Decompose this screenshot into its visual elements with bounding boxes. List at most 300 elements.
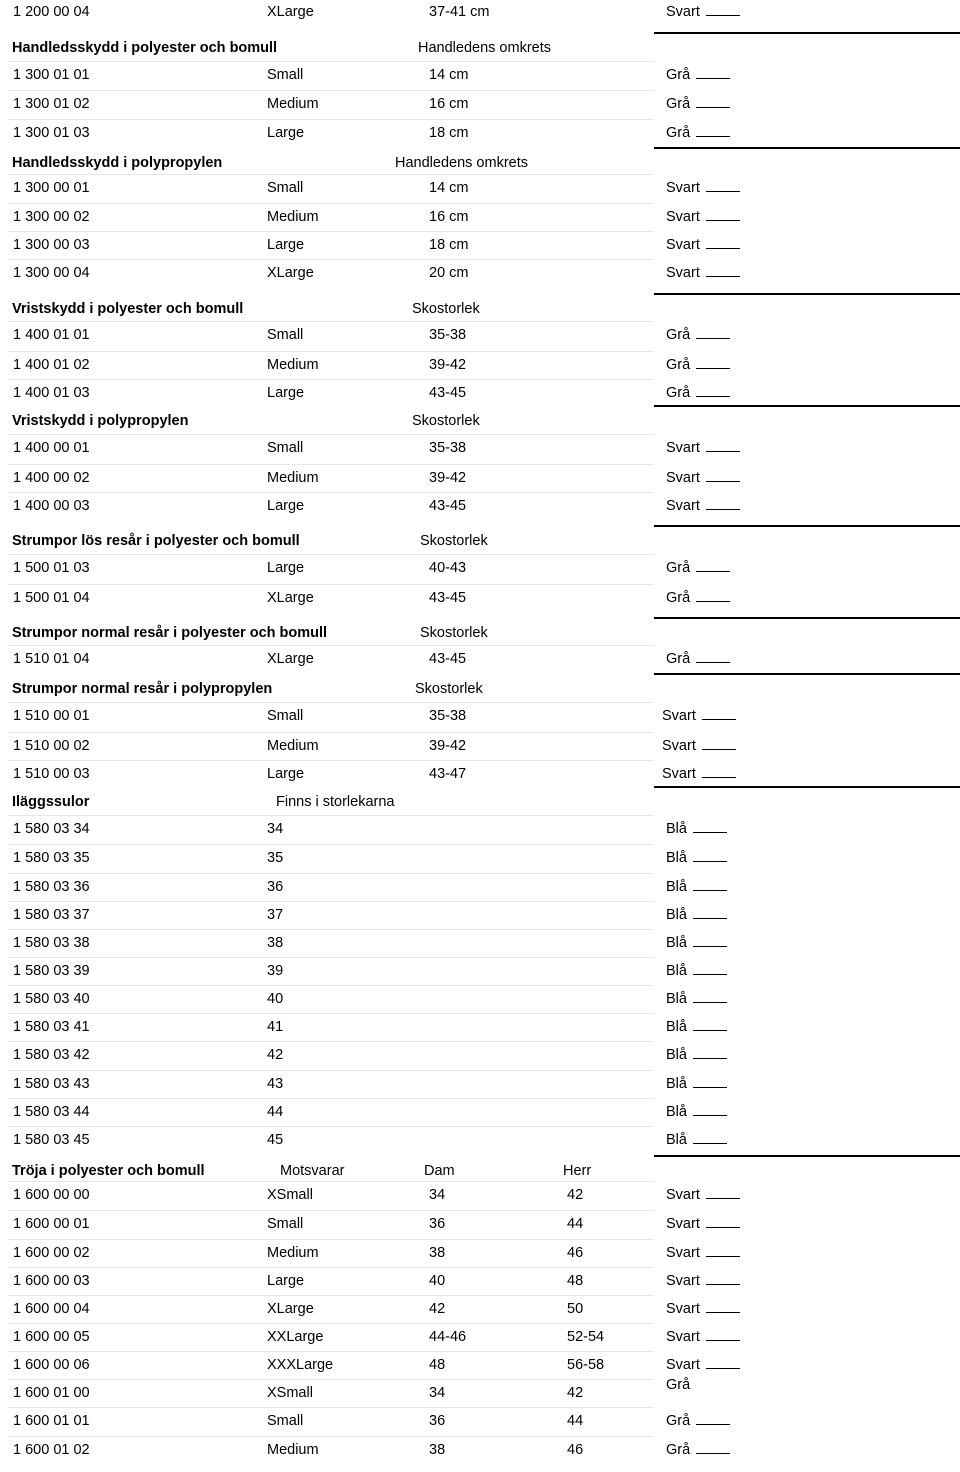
section-title: Strumpor normal resår i polyester och bomull	[12, 625, 328, 641]
table-row	[0, 94, 960, 114]
row-separator	[8, 61, 653, 62]
row-separator	[8, 702, 653, 703]
table-row	[0, 325, 960, 345]
table-row	[0, 1102, 960, 1122]
color-text: Grå	[666, 590, 691, 606]
color	[666, 1299, 740, 1319]
measure: 39-42	[429, 357, 467, 373]
fill-in-blank[interactable]	[706, 235, 740, 249]
article-number: 1 500 01 03	[13, 560, 90, 576]
color-text: Grå	[666, 67, 691, 83]
table-row	[0, 65, 960, 85]
fill-in-blank[interactable]	[706, 1214, 740, 1228]
color-text: Svart	[666, 1216, 700, 1232]
color	[666, 1130, 727, 1150]
fill-in-blank[interactable]	[706, 263, 740, 277]
color	[666, 819, 727, 839]
size: XLarge	[267, 590, 314, 606]
table-row	[0, 1383, 960, 1403]
color-text: Blå	[666, 963, 687, 979]
size: Small	[267, 708, 304, 724]
article-number: 1 600 00 05	[13, 1329, 90, 1345]
fill-in-blank[interactable]	[706, 1299, 740, 1313]
color-text: Blå	[666, 1132, 687, 1148]
article-number: 1 300 00 01	[13, 180, 90, 196]
size: 36	[267, 879, 284, 895]
row-separator	[8, 1295, 653, 1296]
row-separator	[8, 732, 653, 733]
fill-in-blank[interactable]	[696, 94, 730, 108]
article-number: 1 600 00 06	[13, 1357, 90, 1373]
section-title: Handledsskydd i polyester och bomull	[12, 40, 278, 56]
table-row	[0, 588, 960, 608]
article-number: 1 400 01 02	[13, 357, 90, 373]
article-number: 1 600 00 00	[13, 1187, 90, 1203]
article-number: 1 400 00 01	[13, 440, 90, 456]
article-number: 1 580 03 43	[13, 1076, 90, 1092]
size: 42	[267, 1047, 284, 1063]
row-separator	[8, 1210, 653, 1211]
table-row	[0, 468, 960, 488]
color	[666, 961, 727, 981]
fill-in-blank[interactable]	[693, 848, 727, 862]
size: 45	[267, 1132, 284, 1148]
fill-in-blank[interactable]	[706, 438, 740, 452]
dam-size: 36	[429, 1413, 446, 1429]
fill-in-blank[interactable]	[696, 649, 730, 663]
section-header	[0, 679, 960, 699]
fill-in-blank[interactable]	[706, 1355, 740, 1369]
table-row	[0, 178, 960, 198]
color-text: Svart	[666, 440, 700, 456]
color-text: Grå	[666, 96, 691, 112]
measure: 35-38	[429, 708, 467, 724]
section-header	[0, 38, 960, 58]
column-heading: Skostorlek	[412, 413, 480, 429]
article-number: 1 580 03 36	[13, 879, 90, 895]
table-row	[0, 496, 960, 516]
row-separator	[8, 1098, 653, 1099]
row-separator	[8, 1013, 653, 1014]
color-text: Grå	[666, 560, 691, 576]
section-title: Iläggssulor	[12, 794, 90, 810]
color-text: Grå	[666, 357, 691, 373]
color-text: Blå	[666, 1104, 687, 1120]
section-header	[0, 623, 960, 643]
section-header	[0, 531, 960, 551]
row-separator	[8, 203, 653, 204]
table-row	[0, 123, 960, 143]
color	[666, 1045, 727, 1065]
color	[666, 496, 740, 516]
column-heading: Herr	[563, 1163, 592, 1179]
fill-in-blank[interactable]	[702, 706, 736, 720]
color	[666, 1074, 727, 1094]
color-text: Blå	[666, 907, 687, 923]
color-text: Svart	[666, 1273, 700, 1289]
fill-in-blank[interactable]	[706, 178, 740, 192]
fill-in-blank[interactable]	[696, 588, 730, 602]
measure: 43-45	[429, 651, 467, 667]
article-number: 1 400 00 02	[13, 470, 90, 486]
article-number: 1 300 00 03	[13, 237, 90, 253]
color-text: Svart	[666, 1187, 700, 1203]
color	[666, 325, 730, 345]
table-row	[0, 1327, 960, 1347]
column-heading: Dam	[424, 1163, 455, 1179]
size: Small	[267, 67, 304, 83]
article-number: 1 400 00 03	[13, 498, 90, 514]
color-text: Svart	[666, 4, 700, 20]
size: XXXLarge	[267, 1357, 334, 1373]
row-separator	[8, 929, 653, 930]
table-row	[0, 1299, 960, 1319]
size: Medium	[267, 209, 319, 225]
fill-in-blank[interactable]	[696, 65, 730, 79]
section-header	[0, 411, 960, 431]
measure: 43-45	[429, 385, 467, 401]
size: Large	[267, 1273, 305, 1289]
column-heading: Skostorlek	[415, 681, 483, 697]
size: 41	[267, 1019, 284, 1035]
color-text: Svart	[662, 708, 696, 724]
color	[666, 438, 740, 458]
row-separator	[8, 1267, 653, 1268]
measure: 16 cm	[429, 96, 469, 112]
section-rule	[654, 525, 960, 527]
color	[662, 764, 736, 784]
column-heading: Finns i storlekarna	[276, 794, 395, 810]
size: Large	[267, 237, 305, 253]
fill-in-blank[interactable]	[696, 1440, 730, 1454]
measure: 14 cm	[429, 67, 469, 83]
row-separator	[8, 584, 653, 585]
size: 39	[267, 963, 284, 979]
article-number: 1 510 00 02	[13, 738, 90, 754]
section-rule	[654, 405, 960, 407]
color-text: Svart	[666, 265, 700, 281]
section-rule	[654, 32, 960, 34]
measure: 35-38	[429, 440, 467, 456]
fill-in-blank[interactable]	[702, 764, 736, 778]
article-number: 1 600 00 04	[13, 1301, 90, 1317]
color-text: Svart	[666, 209, 700, 225]
size: XSmall	[267, 1385, 313, 1401]
table-row	[0, 1243, 960, 1263]
size: XLarge	[267, 651, 314, 667]
color	[666, 468, 740, 488]
row-separator	[8, 1436, 653, 1437]
fill-in-blank[interactable]	[696, 325, 730, 339]
measure: 39-42	[429, 470, 467, 486]
color	[666, 1327, 740, 1347]
row-separator	[8, 434, 653, 435]
color	[666, 383, 730, 403]
color-text: Svart	[666, 237, 700, 253]
fill-in-blank[interactable]	[693, 1017, 727, 1031]
color-text: Svart	[666, 470, 700, 486]
size: Large	[267, 498, 305, 514]
dam-size: 48	[429, 1357, 446, 1373]
row-separator	[8, 815, 653, 816]
measure: 18 cm	[429, 125, 469, 141]
article-number: 1 600 01 00	[13, 1385, 90, 1401]
fill-in-blank[interactable]	[706, 2, 740, 16]
color	[666, 1440, 730, 1460]
dam-size: 40	[429, 1273, 446, 1289]
column-heading: Motsvarar	[280, 1163, 345, 1179]
row-separator	[8, 1181, 653, 1182]
size: XLarge	[267, 1301, 314, 1317]
herr-size: 48	[567, 1273, 584, 1289]
color-text: Blå	[666, 935, 687, 951]
table-row	[0, 1074, 960, 1094]
table-row	[0, 558, 960, 578]
table-row	[0, 877, 960, 897]
article-number: 1 580 03 42	[13, 1047, 90, 1063]
fill-in-blank[interactable]	[696, 123, 730, 137]
article-number: 1 600 00 01	[13, 1216, 90, 1232]
color-text: Grå	[666, 651, 691, 667]
column-heading: Handledens omkrets	[395, 155, 528, 171]
color	[666, 178, 740, 198]
fill-in-blank[interactable]	[693, 877, 727, 891]
article-number: 1 300 01 01	[13, 67, 90, 83]
article-number: 1 580 03 37	[13, 907, 90, 923]
article-number: 1 580 03 40	[13, 991, 90, 1007]
fill-in-blank[interactable]	[693, 989, 727, 1003]
table-row	[0, 961, 960, 981]
section-title: Strumpor normal resår i polypropylen	[12, 681, 273, 697]
measure: 43-45	[429, 498, 467, 514]
color-text: Grå	[666, 1413, 691, 1429]
color	[666, 1017, 727, 1037]
row-separator	[8, 1407, 653, 1408]
color-text: Svart	[662, 738, 696, 754]
row-separator	[8, 1379, 653, 1380]
section-title: Vristskydd i polyester och bomull	[12, 301, 244, 317]
size: Large	[267, 560, 305, 576]
table-row	[0, 1411, 960, 1431]
size: Medium	[267, 738, 319, 754]
color-text: Blå	[666, 1047, 687, 1063]
row-separator	[8, 760, 653, 761]
dam-size: 36	[429, 1216, 446, 1232]
herr-size: 52-54	[567, 1329, 605, 1345]
fill-in-blank[interactable]	[693, 933, 727, 947]
color	[666, 1185, 740, 1205]
color	[666, 558, 730, 578]
color-text: Svart	[666, 180, 700, 196]
size: 34	[267, 821, 284, 837]
dam-size: 34	[429, 1385, 446, 1401]
fill-in-blank[interactable]	[706, 496, 740, 510]
article-number: 1 300 00 04	[13, 265, 90, 281]
size: Medium	[267, 1442, 319, 1458]
color	[666, 2, 740, 22]
table-row	[0, 649, 960, 669]
herr-size: 44	[567, 1413, 584, 1429]
dam-size: 44-46	[429, 1329, 467, 1345]
color-extra: Grå	[666, 1377, 691, 1393]
article-number: 1 510 01 04	[13, 651, 90, 667]
section-title: Strumpor lös resår i polyester och bomull	[12, 533, 300, 549]
article-number: 1 300 01 03	[13, 125, 90, 141]
color-text: Svart	[666, 498, 700, 514]
row-separator	[8, 1126, 653, 1127]
article-number: 1 510 00 01	[13, 708, 90, 724]
section-header	[0, 1161, 960, 1181]
measure: 43-45	[429, 590, 467, 606]
table-row	[0, 736, 960, 756]
fill-in-blank[interactable]	[696, 558, 730, 572]
column-heading: Skostorlek	[420, 625, 488, 641]
table-row	[0, 819, 960, 839]
row-separator	[8, 1239, 653, 1240]
fill-in-blank[interactable]	[706, 1271, 740, 1285]
color	[666, 649, 730, 669]
section-rule	[654, 1155, 960, 1157]
size: Small	[267, 180, 304, 196]
article-number: 1 200 00 04	[13, 4, 90, 20]
fill-in-blank[interactable]	[693, 961, 727, 975]
herr-size: 50	[567, 1301, 584, 1317]
row-separator	[8, 957, 653, 958]
color-text: Grå	[666, 385, 691, 401]
color-text: Svart	[666, 1329, 700, 1345]
herr-size: 42	[567, 1187, 584, 1203]
size: 37	[267, 907, 284, 923]
color	[666, 65, 730, 85]
size: XSmall	[267, 1187, 313, 1203]
color-text: Blå	[666, 879, 687, 895]
table-row	[0, 383, 960, 403]
row-separator	[8, 873, 653, 874]
fill-in-blank[interactable]	[693, 1102, 727, 1116]
row-separator	[8, 464, 653, 465]
section-rule	[654, 293, 960, 295]
table-row	[0, 1440, 960, 1460]
color-text: Blå	[666, 1076, 687, 1092]
color	[666, 1214, 740, 1234]
dam-size: 38	[429, 1442, 446, 1458]
color	[666, 123, 730, 143]
color-text: Blå	[666, 991, 687, 1007]
size: Small	[267, 1413, 304, 1429]
section-rule	[654, 786, 960, 788]
color	[666, 905, 727, 925]
color-text: Grå	[666, 327, 691, 343]
fill-in-blank[interactable]	[693, 1074, 727, 1088]
article-number: 1 580 03 41	[13, 1019, 90, 1035]
color	[666, 1271, 740, 1291]
table-row	[0, 933, 960, 953]
article-number: 1 580 03 35	[13, 850, 90, 866]
fill-in-blank[interactable]	[693, 1130, 727, 1144]
dam-size: 38	[429, 1245, 446, 1261]
article-number: 1 580 03 38	[13, 935, 90, 951]
measure: 43-47	[429, 766, 467, 782]
size: Small	[267, 327, 304, 343]
row-separator	[8, 554, 653, 555]
fill-in-blank[interactable]	[693, 1045, 727, 1059]
article-number: 1 580 03 39	[13, 963, 90, 979]
fill-in-blank[interactable]	[706, 468, 740, 482]
table-row	[0, 2, 960, 22]
size: 44	[267, 1104, 284, 1120]
table-row	[0, 263, 960, 283]
section-rule	[654, 617, 960, 619]
section-header	[0, 153, 960, 173]
section-title: Tröja i polyester och bomull	[12, 1163, 205, 1179]
size: 40	[267, 991, 284, 1007]
fill-in-blank[interactable]	[696, 355, 730, 369]
fill-in-blank[interactable]	[696, 383, 730, 397]
color	[666, 933, 727, 953]
fill-in-blank[interactable]	[706, 207, 740, 221]
table-row	[0, 1185, 960, 1205]
measure: 39-42	[429, 738, 467, 754]
row-separator	[8, 321, 653, 322]
color	[666, 94, 730, 114]
size: 35	[267, 850, 284, 866]
measure: 14 cm	[429, 180, 469, 196]
row-separator	[8, 985, 653, 986]
table-row	[0, 1214, 960, 1234]
fill-in-blank[interactable]	[706, 1327, 740, 1341]
measure: 37-41 cm	[429, 4, 490, 20]
row-separator	[8, 901, 653, 902]
fill-in-blank[interactable]	[706, 1185, 740, 1199]
herr-size: 42	[567, 1385, 584, 1401]
size: XLarge	[267, 265, 314, 281]
fill-in-blank[interactable]	[693, 905, 727, 919]
size: Large	[267, 766, 305, 782]
herr-size: 56-58	[567, 1357, 605, 1373]
size: 43	[267, 1076, 284, 1092]
measure: 18 cm	[429, 237, 469, 253]
fill-in-blank[interactable]	[693, 819, 727, 833]
color-text: Svart	[666, 1301, 700, 1317]
row-separator	[8, 119, 653, 120]
article-number: 1 300 01 02	[13, 96, 90, 112]
row-separator	[8, 174, 653, 175]
column-heading: Skostorlek	[412, 301, 480, 317]
fill-in-blank[interactable]	[706, 1243, 740, 1257]
size: 38	[267, 935, 284, 951]
article-number: 1 500 01 04	[13, 590, 90, 606]
table-row	[0, 438, 960, 458]
fill-in-blank[interactable]	[696, 1411, 730, 1425]
row-separator	[8, 1041, 653, 1042]
dam-size: 42	[429, 1301, 446, 1317]
article-number: 1 400 01 03	[13, 385, 90, 401]
color-text: Grå	[666, 125, 691, 141]
color-text: Grå	[666, 1442, 691, 1458]
table-row	[0, 355, 960, 375]
article-number: 1 300 00 02	[13, 209, 90, 225]
size: Large	[267, 385, 305, 401]
table-row	[0, 235, 960, 255]
fill-in-blank[interactable]	[702, 736, 736, 750]
table-row	[0, 1017, 960, 1037]
row-separator	[8, 645, 653, 646]
article-number: 1 600 01 02	[13, 1442, 90, 1458]
color	[666, 1243, 740, 1263]
size: Small	[267, 440, 304, 456]
row-separator	[8, 1351, 653, 1352]
color-text: Blå	[666, 850, 687, 866]
